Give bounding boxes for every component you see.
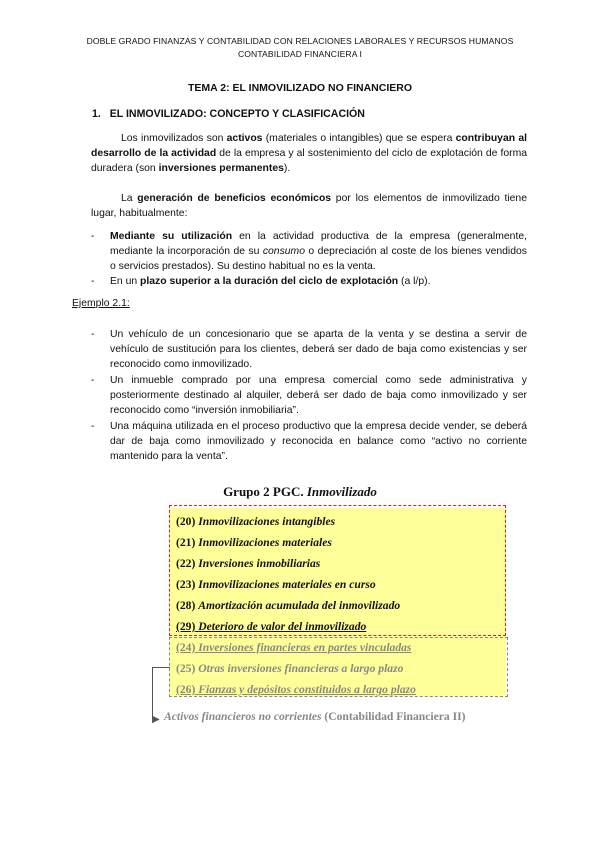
text-run: En un bbox=[110, 276, 141, 287]
text-run: (a l/p). bbox=[398, 276, 431, 287]
page-title: TEMA 2: EL INMOVILIZADO NO FINANCIERO bbox=[187, 82, 412, 94]
document-header-line-2: CONTABILIDAD FINANCIERA I bbox=[237, 49, 363, 59]
list-item bbox=[91, 229, 527, 274]
text-run: ). bbox=[283, 163, 291, 174]
account-name: Deterioro de valor del inmovilizado bbox=[198, 620, 367, 633]
account-name: Otras inversiones financieras a largo plazo bbox=[198, 662, 404, 675]
bullet-dash: - bbox=[91, 231, 95, 242]
text-run: en la actividad productiva de la empresa (generalmente, mediante la incorporación de su bbox=[110, 231, 527, 257]
account-name: Fianzas y depósitos constituidos a largo plazo bbox=[198, 683, 416, 696]
account-code: (22) bbox=[176, 557, 196, 570]
bullet-dash: - bbox=[91, 421, 95, 432]
text-run: La bbox=[121, 193, 138, 204]
italic-run: consumo bbox=[262, 246, 305, 257]
bullet-dash: - bbox=[91, 375, 95, 386]
list-item bbox=[91, 274, 527, 289]
text-run: Los inmovilizados son bbox=[121, 133, 227, 144]
text-run: (materiales o intangibles) que se espera bbox=[262, 133, 456, 144]
bold-run: contribuyan al desarrollo de la actividad bbox=[91, 133, 527, 159]
footnote-italic: Activos financieros no corrientes bbox=[164, 710, 322, 723]
account-row bbox=[176, 557, 320, 570]
account-code: (23) bbox=[176, 578, 196, 591]
account-code: (25) bbox=[176, 662, 196, 675]
bold-run: plazo superior a la duración del ciclo de explotación bbox=[140, 276, 399, 287]
example-item bbox=[91, 327, 527, 372]
account-name: Inversiones inmobiliarias bbox=[198, 557, 321, 570]
example-item-text: Una máquina utilizada en el proceso productivo que la empresa decide vender, se deberá dar de baja como inmovilizado y reconocida en balance como “activo no corriente mantenido para la venta”. bbox=[110, 421, 527, 462]
bold-run: activos bbox=[226, 133, 263, 144]
example-item-text: Un inmueble comprado por una empresa comercial como sede administrativa y posteriormente destinado al alquiler, deberá ser dado de baja como inmovilizado y ser reconocido como “inversión inmobiliaria”. bbox=[110, 375, 527, 416]
example-item bbox=[91, 419, 527, 464]
example-item bbox=[91, 373, 527, 418]
text-run: por los elementos de inmovilizado tiene lugar, habitualmente: bbox=[91, 193, 527, 219]
account-code: (21) bbox=[176, 536, 196, 549]
account-row-financial bbox=[176, 683, 416, 696]
footnote-plain: (Contabilidad Financiera II) bbox=[321, 710, 466, 723]
account-row bbox=[176, 515, 335, 528]
section-heading-text: EL INMOVILIZADO: CONCEPTO Y CLASIFICACIÓN bbox=[109, 108, 365, 120]
account-code: (28) bbox=[176, 599, 196, 612]
figure-title-plain: Grupo 2 PGC. bbox=[223, 484, 307, 499]
account-row bbox=[176, 536, 332, 549]
section-heading bbox=[92, 108, 365, 120]
arrow-right-icon: ▶ bbox=[152, 714, 160, 725]
account-row bbox=[176, 599, 400, 612]
bullet-dash: - bbox=[91, 329, 95, 340]
bold-run: generación de beneficios económicos bbox=[137, 193, 332, 204]
account-code: (24) bbox=[176, 641, 196, 654]
example-label: Ejemplo 2.1: bbox=[72, 298, 130, 309]
account-name: Inmovilizaciones materiales en curso bbox=[198, 578, 376, 591]
figure-title bbox=[0, 484, 600, 500]
account-row bbox=[176, 578, 376, 591]
paragraph-inmovilizados bbox=[91, 131, 527, 176]
bullet-dash: - bbox=[91, 276, 95, 287]
account-row bbox=[176, 620, 366, 633]
account-row-financial bbox=[176, 641, 411, 654]
bold-run: Mediante su utilización bbox=[110, 231, 233, 242]
account-name: Inmovilizaciones materiales bbox=[198, 536, 332, 549]
document-header-line-1: DOBLE GRADO FINANZAS Y CONTABILIDAD CON RELACIONES LABORALES Y RECURSOS HUMANOS bbox=[86, 36, 514, 46]
account-code: (26) bbox=[176, 683, 196, 696]
account-name: Amortización acumulada del inmovilizado bbox=[198, 599, 401, 612]
account-name: Inmovilizaciones intangibles bbox=[198, 515, 336, 528]
account-code: (29) bbox=[176, 620, 196, 633]
text-run: o depreciación al coste de los bienes vendidos o servicios prestados). Su destino habitual no es la venta. bbox=[110, 246, 527, 272]
figure-footnote bbox=[164, 710, 465, 723]
account-name: Inversiones financieras en partes vinculadas bbox=[198, 641, 412, 654]
text-run: de la empresa y al sostenimiento del ciclo de explotación de forma duradera (son bbox=[91, 148, 527, 174]
paragraph-generacion-beneficios bbox=[91, 191, 527, 221]
figure-title-italic: Inmovilizado bbox=[306, 484, 377, 499]
account-code: (20) bbox=[176, 515, 196, 528]
bold-run: inversiones permanentes bbox=[158, 163, 284, 174]
account-row-financial bbox=[176, 662, 403, 675]
section-number: 1. bbox=[92, 108, 101, 120]
example-item-text: Un vehículo de un concesionario que se aparta de la venta y se destina a servir de vehículo de sustitución para los clientes, deberá ser dado de baja como existencias y ser reconocido como inmovilizado. bbox=[110, 329, 527, 370]
